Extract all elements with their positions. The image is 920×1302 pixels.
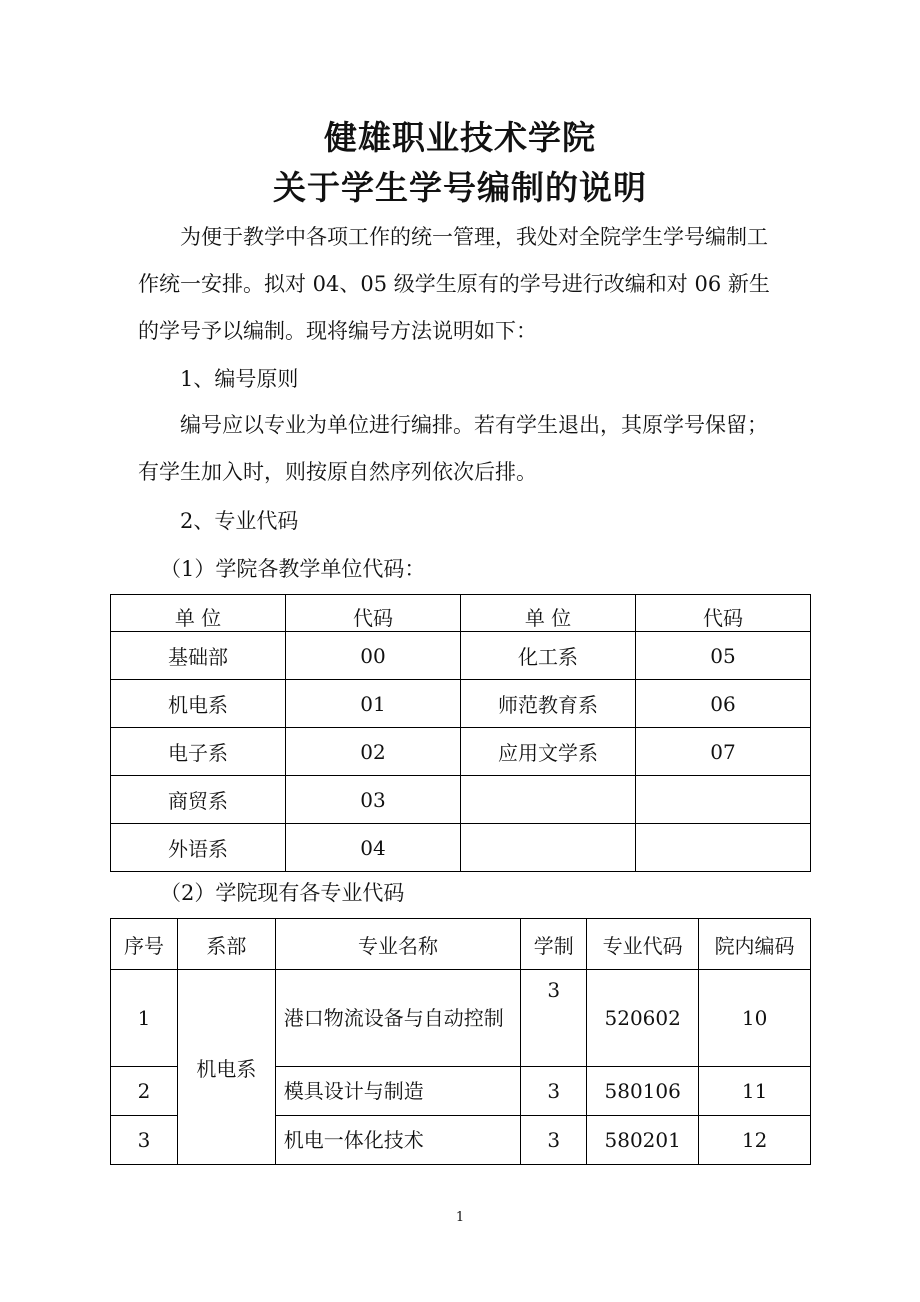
- table-cell: 01: [286, 680, 461, 728]
- table-cell: 06: [636, 680, 811, 728]
- table-cell: 商贸系: [111, 776, 286, 824]
- table-cell: 机电系: [111, 680, 286, 728]
- table-cell: 04: [286, 824, 461, 872]
- department-cell: 机电系: [177, 970, 275, 1165]
- table-cell: 07: [636, 728, 811, 776]
- table-cell: 应用文学系: [461, 728, 636, 776]
- table-row: [111, 776, 811, 824]
- major-name: 港口物流设备与自动控制: [275, 970, 521, 1067]
- major-code: 580201: [587, 1116, 699, 1165]
- page-number: 1: [455, 1210, 465, 1225]
- document-subtitle: 关于学生学号编制的说明: [273, 168, 647, 207]
- intro-paragraph: 为便于教学中各项工作的统一管理，我处对全院学生学号编制工作统一安排。拟对 04、05 级学生原有的学号进行改编和对 06 新生的学号予以编制。现将编号方法说明如下：: [138, 225, 770, 343]
- unit-codes-table: [110, 594, 811, 872]
- column-header: 专业代码: [587, 919, 699, 970]
- internal-code: 11: [699, 1067, 811, 1116]
- major-codes-table: [110, 918, 811, 1165]
- table-header-row: [111, 919, 811, 970]
- subheading-major-codes: （2）学院现有各专业代码: [160, 881, 405, 905]
- major-code: 580106: [587, 1067, 699, 1116]
- table-row: [111, 970, 811, 1067]
- table-cell: 电子系: [111, 728, 286, 776]
- table-cell: 基础部: [111, 632, 286, 680]
- table-row: [111, 824, 811, 872]
- table-row: [111, 728, 811, 776]
- major-name: 机电一体化技术: [275, 1116, 521, 1165]
- table-row: [111, 632, 811, 680]
- column-header: 单 位: [461, 595, 636, 632]
- column-header: 代码: [286, 595, 461, 632]
- table-cell: 化工系: [461, 632, 636, 680]
- column-header: 系部: [177, 919, 275, 970]
- subheading-unit-codes: （1）学院各教学单位代码：: [160, 557, 426, 581]
- internal-code: 12: [699, 1116, 811, 1165]
- major-code: 520602: [587, 970, 699, 1067]
- numbering-principle-paragraph: 编号应以专业为单位进行编排。若有学生退出，其原学号保留；有学生加入时，则按原自然序列依次后排。: [138, 413, 768, 484]
- table-cell: 02: [286, 728, 461, 776]
- row-number: 3: [111, 1116, 178, 1165]
- table-header-row: [111, 595, 811, 632]
- column-header: 代码: [636, 595, 811, 632]
- table-cell: 00: [286, 632, 461, 680]
- table-cell: 05: [636, 632, 811, 680]
- column-header: 专业名称: [275, 919, 521, 970]
- table-cell: 外语系: [111, 824, 286, 872]
- document-title: 健雄职业技术学院: [324, 118, 596, 157]
- table-cell: 03: [286, 776, 461, 824]
- study-years: 3: [521, 1116, 587, 1165]
- table-row: [111, 680, 811, 728]
- study-years: 3: [521, 970, 587, 1067]
- internal-code: 10: [699, 970, 811, 1067]
- table-cell: 师范教育系: [461, 680, 636, 728]
- column-header: 单 位: [111, 595, 286, 632]
- column-header: 序号: [111, 919, 178, 970]
- section-heading-major-codes: 2、专业代码: [180, 509, 299, 533]
- column-header: 院内编码: [699, 919, 811, 970]
- table-cell: [636, 824, 811, 872]
- section-heading-numbering: 1、编号原则: [180, 367, 299, 391]
- row-number: 1: [111, 970, 178, 1067]
- row-number: 2: [111, 1067, 178, 1116]
- table-cell: [461, 776, 636, 824]
- table-cell: [636, 776, 811, 824]
- column-header: 学制: [521, 919, 587, 970]
- table-cell: [461, 824, 636, 872]
- major-name: 模具设计与制造: [275, 1067, 521, 1116]
- study-years: 3: [521, 1067, 587, 1116]
